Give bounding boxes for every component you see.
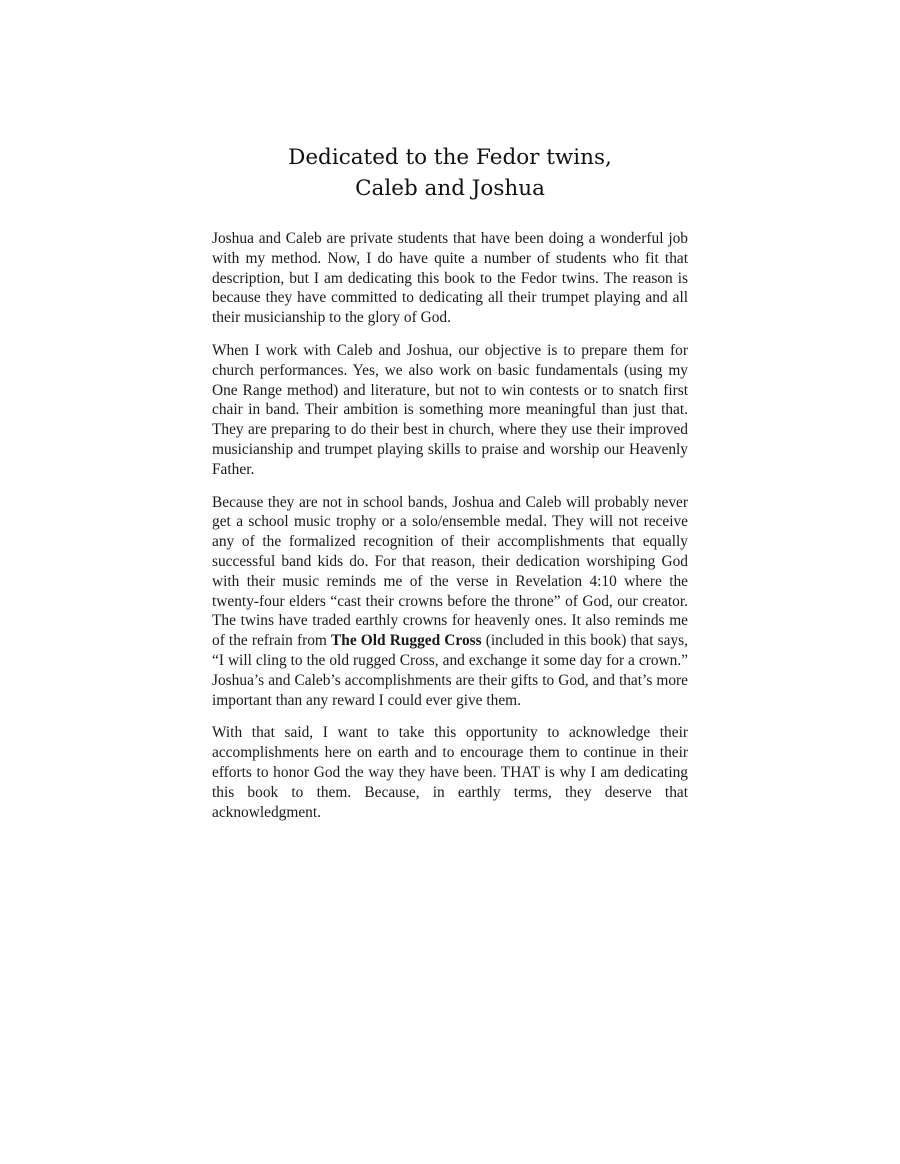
paragraph-2: When I work with Caleb and Joshua, our objective is to prepare them for church performances. Yes, we also work on basic fundamentals (using my One Range method) and literature, but not to win contests or to snatch first chair in band. Their ambition is something more meaningful than just that. They are preparing to do their best in church, where they use their improved musicianship and trumpet playing skills to praise and worship our Heavenly Father. [212, 341, 688, 478]
paragraph-1: Joshua and Caleb are private students that have been doing a wonderful job with my method. Now, I do have quite a number of students who fit that description, but I am dedicating this book to the Fedor twins. The reason is because they have committed to dedicating all their trumpet playing and all their musicianship to the glory of God. [212, 230, 688, 327]
dedication-title-line-2: Caleb and Joshua [355, 176, 545, 201]
dedication-body [212, 229, 688, 835]
dedication-title [200, 142, 700, 204]
paragraph-3 [212, 493, 688, 711]
paragraph-3-text-after: (included in this book) that says, “I will cling to the old rugged Cross, and exchange it some day for a crown.” Joshua’s and Caleb’s accomplishments are their gifts to God, and that’s more important than any reward I could ever give them. [212, 632, 688, 709]
paragraph-4: With that said, I want to take this opportunity to acknowledge their accomplishments here on earth and to encourage them to continue in their efforts to honor God the way they have been. THAT is why I am dedicating this book to them. Because, in earthly terms, they deserve that acknowledgment. [212, 724, 688, 821]
song-title-bold: The Old Rugged Cross [331, 632, 482, 650]
dedication-title-line-1: Dedicated to the Fedor twins, [288, 145, 612, 170]
paragraph-3-text-before: Because they are not in school bands, Joshua and Caleb will probably never get a school music trophy or a solo/ensemble medal. They will not receive any of the formalized recognition of their accomplishments that equally successful band kids do. For that reason, their dedication worshiping God with their music reminds me of the verse in Revelation 4:10 where the twenty-four elders “cast their crowns before the throne” of God, our creator. The twins have traded earthly crowns for heavenly ones. It also reminds me of the refrain from [212, 493, 688, 650]
